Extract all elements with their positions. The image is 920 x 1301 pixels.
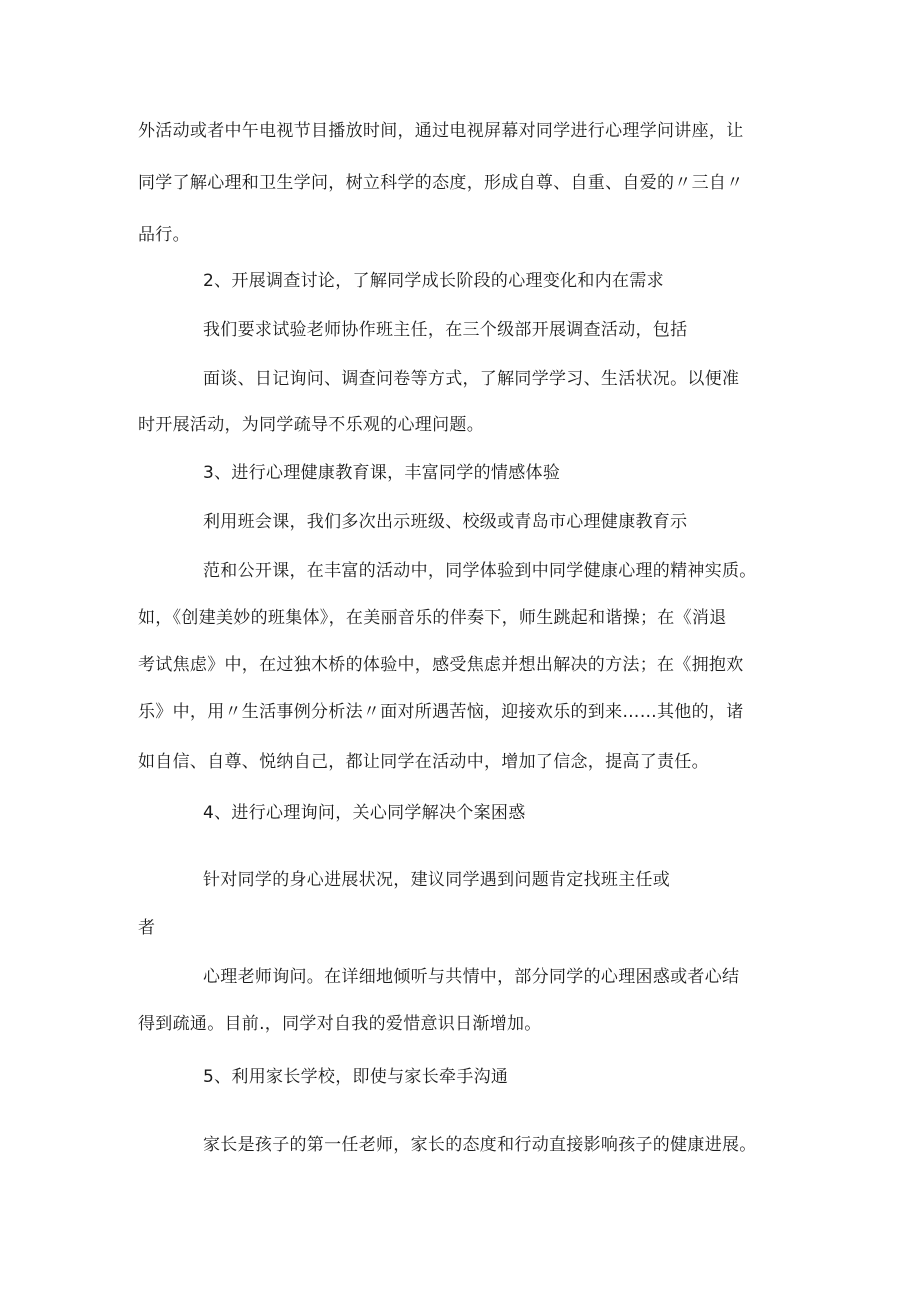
paragraph-line: 如，《创建美妙的班集体》，在美丽音乐的伴奏下，师生跳起和谐操；在《消退 xyxy=(138,608,727,628)
paragraph-line: 品行。 xyxy=(138,225,190,245)
section-heading: 4、进行心理询问，关心同学解决个案困惑 xyxy=(203,803,526,823)
paragraph-line: 时开展活动，为同学疏导不乐观的心理问题。 xyxy=(138,415,484,435)
paragraph-line: 外活动或者中午电视节目播放时间，通过电视屏幕对同学进行心理学问讲座，让 xyxy=(138,121,744,141)
paragraph-line: 范和公开课，在丰富的活动中，同学体验到中同学健康心理的精神实质。 xyxy=(203,561,757,581)
section-heading: 3、进行心理健康教育课，丰富同学的情感体验 xyxy=(203,463,561,483)
paragraph-line: 同学了解心理和卫生学问，树立科学的态度，形成自尊、自重、自爱的〃三自〃 xyxy=(138,173,744,193)
paragraph-line: 者 xyxy=(138,918,156,938)
paragraph-line: 面谈、日记询问、调查问卷等方式，了解同学学习、生活状况。以便准 xyxy=(203,369,740,389)
section-heading: 5、利用家长学校，即使与家长牵手沟通 xyxy=(203,1067,509,1087)
paragraph-line: 利用班会课，我们多次出示班级、校级或青岛市心理健康教育示 xyxy=(203,512,688,532)
paragraph-line: 考试焦虑》中，在过独木桥的体验中，感受焦虑并想出解决的方法；在《拥抱欢 xyxy=(138,655,744,675)
section-heading: 2、开展调查讨论，了解同学成长阶段的心理变化和内在需求 xyxy=(203,271,664,291)
paragraph-line: 心理老师询问。在详细地倾听与共情中，部分同学的心理困惑或者心结 xyxy=(203,967,740,987)
paragraph-line: 乐》中，用〃生活事例分析法〃面对所遇苦恼，迎接欢乐的到来……其他的，诸 xyxy=(138,702,744,722)
paragraph-line: 得到疏通。目前.，同学对自我的爱惜意识日渐增加。 xyxy=(138,1014,542,1034)
paragraph-line: 家长是孩子的第一任老师，家长的态度和行动直接影响孩子的健康进展。 xyxy=(203,1135,757,1155)
paragraph-line: 针对同学的身心进展状况，建议同学遇到问题肯定找班主任或 xyxy=(203,870,671,890)
paragraph-line: 如自信、自尊、悦纳自己，都让同学在活动中，增加了信念，提高了责任。 xyxy=(138,752,709,772)
paragraph-line: 我们要求试验老师协作班主任，在三个级部开展调查活动，包括 xyxy=(203,320,688,340)
